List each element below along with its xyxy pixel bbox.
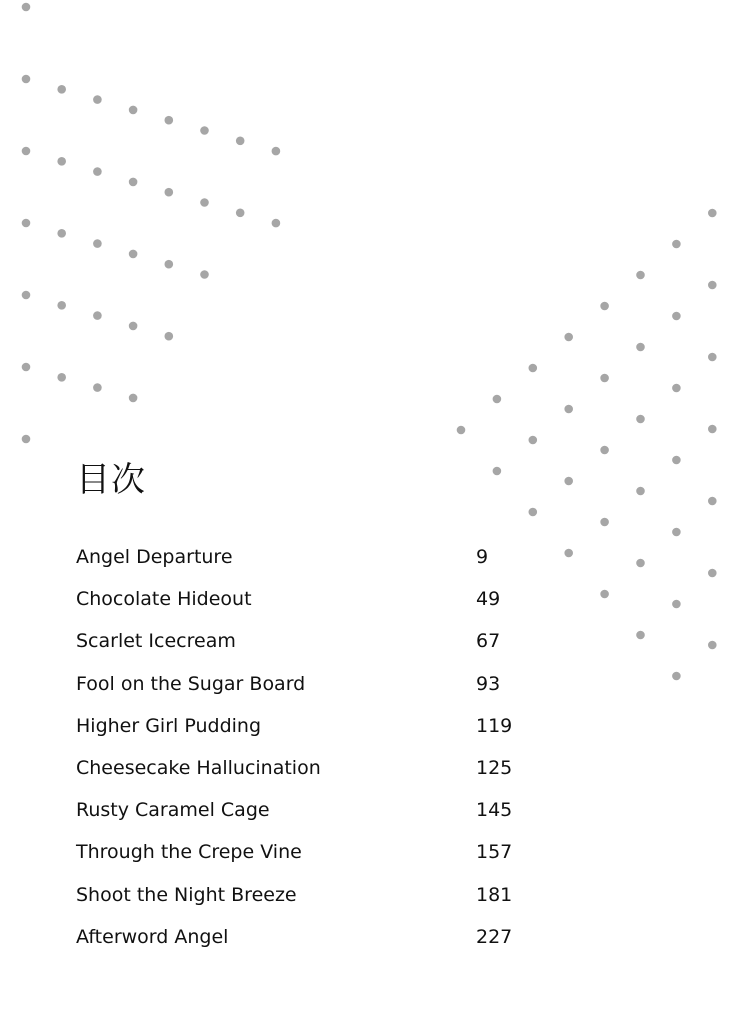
toc-entry-page: 119 [476, 714, 513, 737]
decorative-dot [200, 126, 209, 135]
decorative-dot [272, 147, 281, 156]
toc-entry [76, 875, 546, 917]
toc-entry-page: 145 [476, 799, 513, 822]
decorative-dot [636, 343, 645, 352]
decorative-dot [529, 364, 538, 373]
toc-entry-page: 181 [476, 883, 513, 906]
decorative-dot [672, 456, 681, 465]
decorative-dot [600, 518, 609, 527]
decorative-dot [93, 311, 102, 320]
decorative-dot [22, 75, 31, 84]
toc-entry [76, 706, 546, 748]
toc-entry-page: 49 [476, 588, 501, 611]
decorative-dot [57, 229, 66, 238]
toc-entry-title: Higher Girl Pudding [76, 714, 262, 737]
decorative-dot [708, 425, 717, 434]
decorative-dot [457, 426, 466, 435]
toc-entry-title: Through the Crepe Vine [76, 841, 302, 864]
decorative-dot [200, 270, 209, 279]
decorative-dot [93, 95, 102, 104]
toc-entry-title: Shoot the Night Breeze [76, 883, 297, 906]
toc-entry [76, 621, 546, 663]
toc-entry [76, 917, 546, 959]
decorative-dot [636, 487, 645, 496]
decorative-dot [493, 395, 502, 404]
decorative-dot [22, 3, 31, 12]
decorative-dot [636, 559, 645, 568]
decorative-dot [129, 250, 138, 259]
decorative-dot [165, 116, 174, 125]
decorative-dot [529, 436, 538, 445]
toc-entry-page: 67 [476, 630, 501, 653]
toc-entry-title: Chocolate Hideout [76, 588, 252, 611]
decorative-dot [57, 301, 66, 310]
decorative-dot [165, 332, 174, 341]
toc-entry-page: 157 [476, 841, 513, 864]
decorative-dot [564, 333, 573, 342]
decorative-dot [564, 549, 573, 558]
decorative-dot [708, 569, 717, 578]
decorative-dot [636, 415, 645, 424]
decorative-dot [529, 508, 538, 517]
toc-entry-title: Scarlet Icecream [76, 630, 236, 653]
decorative-dot [22, 363, 31, 372]
decorative-dot [636, 631, 645, 640]
decorative-dot [129, 178, 138, 187]
toc-entry [76, 537, 546, 579]
decorative-dot [564, 405, 573, 414]
decorative-dot [57, 157, 66, 166]
decorative-dot [236, 137, 245, 146]
toc-entry-page: 9 [476, 546, 489, 568]
decorative-dot [600, 446, 609, 455]
decorative-dot [22, 435, 31, 444]
decorative-dot [708, 353, 717, 362]
toc-entry [76, 832, 546, 874]
toc-entry-page: 93 [476, 672, 501, 695]
decorative-dot [129, 394, 138, 403]
decorative-dot [672, 240, 681, 249]
decorative-dot [129, 106, 138, 115]
decorative-dot [600, 302, 609, 311]
toc-entry [76, 790, 546, 832]
decorative-dot [708, 281, 717, 290]
decorative-dot [57, 373, 66, 382]
decorative-dot [165, 188, 174, 197]
toc-entry-page: 227 [476, 925, 513, 948]
decorative-dot [672, 312, 681, 321]
decorative-dot [165, 260, 174, 269]
decorative-dot [708, 209, 717, 218]
decorative-dot [708, 497, 717, 506]
decorative-dot [636, 271, 645, 280]
decorative-dot [672, 384, 681, 393]
toc-entry-page: 125 [476, 756, 513, 779]
decorative-dot [708, 641, 717, 650]
decorative-dot [93, 383, 102, 392]
decorative-dot [93, 239, 102, 248]
toc-list [76, 537, 546, 959]
decorative-dot [600, 374, 609, 383]
decorative-dot [672, 528, 681, 537]
decorative-dot [272, 219, 281, 228]
decorative-dot [22, 291, 31, 300]
toc-heading: 目次 [76, 460, 146, 500]
toc-entry-title: Angel Departure [76, 546, 233, 568]
toc-entry-title: Fool on the Sugar Board [76, 672, 306, 695]
decorative-dot [493, 467, 502, 476]
toc-entry [76, 664, 546, 706]
decorative-dot [129, 322, 138, 331]
decorative-dot [200, 198, 209, 207]
decorative-dot [93, 167, 102, 176]
decorative-dot [22, 219, 31, 228]
decorative-dot [564, 477, 573, 486]
decorative-dot [22, 147, 31, 156]
toc-entry-title: Afterword Angel [76, 925, 229, 948]
decorative-dot [672, 672, 681, 681]
decorative-dot [672, 600, 681, 609]
toc-entry [76, 579, 546, 621]
decorative-dot [600, 590, 609, 599]
decorative-dot [236, 209, 245, 218]
toc-entry-title: Rusty Caramel Cage [76, 799, 270, 822]
toc-entry-title: Cheesecake Hallucination [76, 756, 321, 779]
decorative-dot [57, 85, 66, 94]
toc-entry [76, 748, 546, 790]
